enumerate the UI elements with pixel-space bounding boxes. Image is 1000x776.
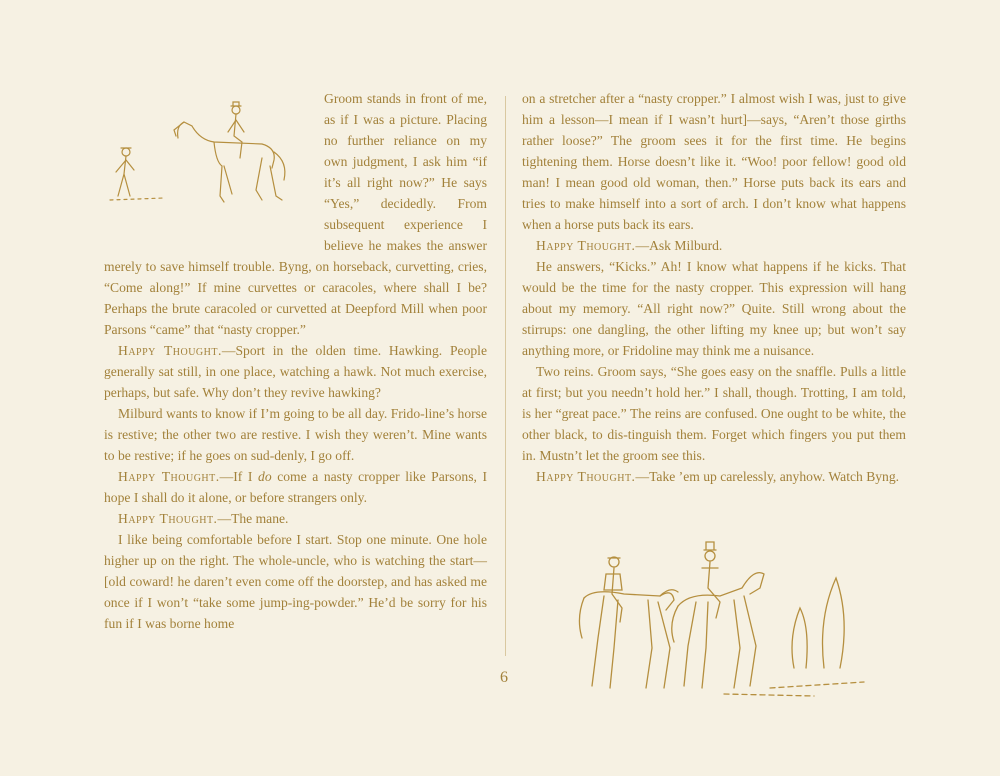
right-column <box>522 88 906 487</box>
paragraph-text: —If I <box>219 469 259 484</box>
happy-thought-heading: Happy Thought. <box>118 343 222 358</box>
paragraph <box>104 466 487 508</box>
paragraph <box>104 340 487 403</box>
column-divider <box>505 96 506 656</box>
paragraph-text: —The mane. <box>217 511 289 526</box>
emphasis: do <box>258 469 272 484</box>
paragraph: I like being comfortable before I start. Stop one minute. One hole higher up on the right. The whole-uncle, who is watching the start—[old coward! he daren’t even come off the doorstep, and has asked me once if I won’t “take some jump-ing-powder.” He’d be sorry for his fun if I was borne home <box>104 532 487 631</box>
page-number: 6 <box>500 669 508 686</box>
happy-thought-heading: Happy Thought. <box>536 469 636 484</box>
paragraph-text: —Take ’em up carelessly, anyhow. Watch Byng. <box>635 469 900 484</box>
paragraph: Milburd wants to know if I’m going to be all day. Frido-line’s horse is restive; the other two are restive. I wish they weren’t. Mine wants to be restive; if he goes on sud-denly, I go off. <box>104 406 487 463</box>
two-riders-illustration <box>574 538 874 700</box>
paragraph <box>522 235 906 256</box>
paragraph-text: —Sport in the olden time. Hawking. People generally sat still, in one place, watching a hawk. Not much exercise, perhaps, but safe. Why don’t they revive hawking? <box>104 343 487 400</box>
paragraph: Groom stands in front of me, as if I was a picture. Placing no further reliance on my own judgment, I ask him “if it’s all right now?” He says “Yes,” decidedly. From subsequent experience I believe he makes the answer merely to save himself trouble. Byng, on horseback, curvetting, cries, “Come along!” If mine curvettes or caracoles, where shall I be? Perhaps the brute caracoled or curvetted at Deepford Mill when poor Parsons “came” that “nasty cropper.” <box>104 91 487 337</box>
illustration-space <box>104 88 324 236</box>
happy-thought-heading: Happy Thought. <box>118 511 218 526</box>
paragraph: on a stretcher after a “nasty cropper.” I almost wish I was, just to give him a lesson—I mean if I wasn’t hurt]—says, “Aren’t those girths rather loose?” The groom sees it for the first time. He begins tightening them. Horse doesn’t like it. “Woo! poor fellow! good old man! I mean good old woman, then.” Horse puts back its ears and tries to make himself into a sort of arch. I don’t know what happens when a horse puts back its ears. <box>522 91 906 232</box>
happy-thought-heading: Happy Thought. <box>118 469 220 484</box>
left-column <box>104 88 487 634</box>
paragraph-text: come a nasty cropper like Parsons, I hope I shall do it alone, or before strangers only. <box>104 469 487 505</box>
paragraph <box>104 508 487 529</box>
happy-thought-heading: Happy Thought. <box>536 238 636 253</box>
paragraph: Two reins. Groom says, “She goes easy on the snaffle. Pulls a little at first; but you needn’t hold her.” I shall, though. Trotting, I am told, is her “great pace.” The reins are confused. One ought to be white, the other black, to dis-tinguish them. Forget which fingers you put them in. Mustn’t let the groom see this. <box>522 364 906 463</box>
paragraph <box>522 466 906 487</box>
paragraph-text: —Ask Milburd. <box>635 238 723 253</box>
paragraph: He answers, “Kicks.” Ah! I know what happens if he kicks. That would be the time for the nasty cropper. This expression will hang about my memory. “All right now?” Quite. Still wrong about the stirrups: one dangling, the other lifting my knee up; but won’t say anything more, or Fridoline may think me a nuisance. <box>522 259 906 358</box>
